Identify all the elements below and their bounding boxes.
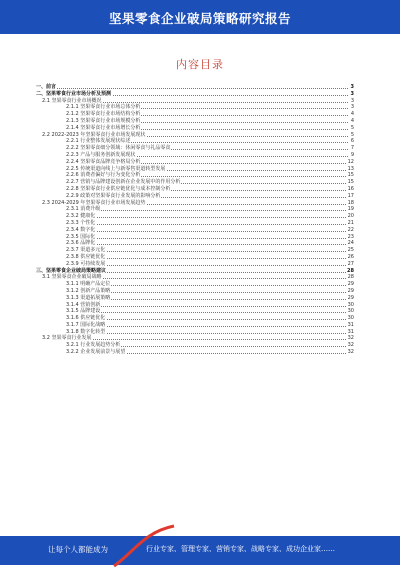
- toc-entry[interactable]: [36, 125, 354, 132]
- toc-entry-text: 2.2.5 传统渠道向线上与新零售渠道转型发展: [66, 165, 166, 172]
- toc-entry-text: 2.2.3 产品与服务创新发展现状: [66, 151, 136, 158]
- toc-entry[interactable]: [36, 111, 354, 118]
- toc-entry-page: 9: [350, 151, 354, 158]
- toc-entry[interactable]: [36, 254, 354, 261]
- toc-entry-page: 29: [347, 294, 354, 301]
- toc-entry-text: 2.1 坚果零食行业市场概况: [42, 97, 102, 104]
- leader-dots: [66, 224, 348, 225]
- toc-entry-text: 2.1.4 坚果零食行业市场增长分析: [66, 124, 141, 131]
- toc-entry[interactable]: [36, 288, 354, 295]
- leader-dots: [66, 265, 348, 266]
- toc-entry-text: 2.3.6 品牌化: [66, 240, 96, 247]
- leader-dots: [66, 326, 348, 327]
- toc-entry-text: 2.3.7 渠道多元化: [66, 247, 106, 254]
- toc-entry-text: 2.3.8 供应链优化: [66, 253, 106, 260]
- leader-dots: [36, 88, 348, 89]
- toc-entry-page: 31: [347, 321, 354, 328]
- toc-entry[interactable]: [36, 295, 354, 302]
- toc-entry-page: 27: [347, 260, 354, 267]
- toc-entry-text: 3.2.2 企业发展前景与展望: [66, 349, 126, 356]
- toc-entry-text: 3.1.7 国际化战略: [66, 321, 106, 328]
- toc-entry-page: 4: [350, 111, 354, 118]
- toc-entry-text: 3.1.3 渠道拓展策略: [66, 294, 111, 301]
- toc-entry[interactable]: [36, 213, 354, 220]
- toc-entry[interactable]: [36, 261, 354, 268]
- leader-dots: [66, 333, 348, 334]
- toc-entry-page: 12: [347, 158, 354, 165]
- toc-entry[interactable]: [36, 91, 354, 98]
- toc-entry-text: 2.2.1 行业整体发展现状综述: [66, 138, 131, 145]
- toc-entry-page: 28: [347, 274, 354, 281]
- leader-dots: [66, 217, 348, 218]
- table-of-contents: [36, 84, 354, 356]
- leader-dots: [66, 312, 348, 313]
- toc-entry-page: 16: [347, 185, 354, 192]
- leader-dots: [66, 238, 348, 239]
- toc-entry[interactable]: [36, 186, 354, 193]
- toc-entry-text: 2.2.8 坚果零食行业供应链优化与成本控制分析: [66, 185, 171, 192]
- header-banner: [0, 0, 400, 34]
- toc-entry-text: 2.3.1 消费升级: [66, 206, 101, 213]
- toc-entry-page: 29: [347, 287, 354, 294]
- toc-entry-page: 19: [347, 206, 354, 213]
- leader-dots: [66, 244, 348, 245]
- toc-entry-page: 24: [347, 240, 354, 247]
- toc-entry-text: 3.1.2 创新产品策略: [66, 287, 111, 294]
- leader-dots: [66, 319, 348, 320]
- toc-entry-page: 30: [347, 315, 354, 322]
- toc-entry-text: 2.2.6 消费者偏好与行为变化分析: [66, 172, 141, 179]
- toc-entry-page: 3: [350, 104, 354, 111]
- toc-entry-text: 3.1.6 供应链优化: [66, 315, 106, 322]
- report-title: 坚果零食企业破局策略研究报告: [108, 11, 291, 26]
- toc-entry[interactable]: [36, 227, 354, 234]
- toc-entry-page: 32: [347, 335, 354, 342]
- toc-entry-text: 3.1.8 数字化转型: [66, 328, 106, 335]
- toc-heading: 内容目录: [176, 58, 224, 71]
- toc-entry-text: 一、前言: [36, 84, 57, 90]
- toc-entry-text: 2.1.3 坚果零食行业市场规模分析: [66, 117, 141, 124]
- toc-entry-text: 3.2 坚果零食行业发展: [42, 335, 92, 342]
- toc-entry-text: 3.2.1 行业发展趋势分析: [66, 342, 121, 349]
- toc-entry-text: 3.1.4 营销创新: [66, 301, 101, 308]
- toc-entry-page: 6: [350, 138, 354, 145]
- toc-entry-text: 2.1.2 坚果零食行业市场结构分析: [66, 111, 141, 118]
- toc-entry-text: 三、坚果零食企业破局策略建议: [36, 267, 107, 274]
- toc-entry-page: 30: [347, 308, 354, 315]
- toc-entry-text: 二、坚果零食行业市场分析及预测: [36, 90, 112, 97]
- toc-entry[interactable]: [36, 349, 354, 356]
- toc-entry-page: 3: [350, 97, 354, 104]
- toc-entry-page: 22: [347, 226, 354, 233]
- toc-entry[interactable]: [36, 118, 354, 125]
- toc-entry-page: 26: [347, 253, 354, 260]
- toc-entry-text: 2.3.4 数字化: [66, 226, 96, 233]
- toc-entry-text: 2.3.5 国际化: [66, 233, 96, 240]
- leader-dots: [66, 306, 348, 307]
- toc-entry[interactable]: [36, 152, 354, 159]
- toc-entry-text: 2.3.2 健康化: [66, 213, 96, 220]
- toc-entry-text: 3.1.1 明确产品定位: [66, 281, 111, 288]
- toc-entry-text: 3.1 坚果零食企业破局战略: [42, 274, 102, 281]
- toc-entry[interactable]: [36, 159, 354, 166]
- toc-entry[interactable]: [36, 247, 354, 254]
- toc-entry-page: 15: [347, 172, 354, 179]
- toc-entry-page: 20: [347, 213, 354, 220]
- toc-entry[interactable]: [36, 281, 354, 288]
- leader-dots: [66, 258, 348, 259]
- toc-entry-page: 17: [347, 192, 354, 199]
- toc-entry-text: 2.1.1 坚果零食行业市场总体分析: [66, 104, 141, 111]
- toc-entry[interactable]: [36, 193, 354, 200]
- footer-roles: 行业专家、管理专家、营销专家、战略专家、成功企业家……: [146, 545, 335, 553]
- toc-entry-text: 2.2.9 政策对坚果零食行业发展的影响分析: [66, 192, 161, 199]
- leader-dots: [66, 210, 348, 211]
- toc-entry-page: 3: [350, 90, 354, 97]
- toc-entry[interactable]: [36, 145, 354, 152]
- toc-entry-page: 31: [347, 328, 354, 335]
- toc-entry-page: 32: [347, 342, 354, 349]
- toc-entry-page: 28: [347, 267, 354, 274]
- toc-entry-text: 2.2.4 坚果零食品牌竞争格局分析: [66, 158, 141, 165]
- footer-slogan: 让每个人都能成为: [48, 545, 108, 554]
- toc-entry[interactable]: [36, 322, 354, 329]
- toc-entry-text: 2.3 2024-2029 年坚果零食行业市场发展趋势: [42, 199, 146, 206]
- toc-entry-page: 29: [347, 281, 354, 288]
- leader-dots: [66, 231, 348, 232]
- leader-dots: [66, 251, 348, 252]
- toc-entry-page: 5: [350, 131, 354, 138]
- toc-entry-text: 2.2 2022-2023 年坚果零食行业市场发展现状: [42, 131, 146, 138]
- toc-entry-text: 2.3.3 个性化: [66, 219, 96, 226]
- toc-entry-page: 5: [350, 124, 354, 131]
- toc-entry-page: 23: [347, 233, 354, 240]
- toc-entry[interactable]: [36, 179, 354, 186]
- footer-banner: [0, 536, 400, 565]
- toc-entry[interactable]: [36, 220, 354, 227]
- toc-entry-page: 4: [350, 117, 354, 124]
- toc-entry[interactable]: [36, 84, 354, 91]
- toc-entry-page: 13: [347, 165, 354, 172]
- toc-entry-page: 3: [350, 84, 354, 90]
- toc-entry-page: 15: [347, 179, 354, 186]
- toc-entry-text: 2.2.2 坚果零食细分领域：休闲零食与礼品零食: [66, 145, 171, 152]
- toc-entry-page: 25: [347, 247, 354, 254]
- toc-entry-page: 7: [350, 145, 354, 152]
- toc-entry-page: 21: [347, 219, 354, 226]
- toc-entry-page: 30: [347, 301, 354, 308]
- toc-entry[interactable]: [36, 315, 354, 322]
- toc-entry-page: 18: [347, 199, 354, 206]
- toc-entry-page: 32: [347, 349, 354, 356]
- toc-entry-text: 3.1.5 品牌建设: [66, 308, 101, 315]
- toc-entry-text: 2.3.9 可持续发展: [66, 260, 106, 267]
- toc-entry-text: 2.2.7 营销与品牌建设创新在企业发展中的作用分析: [66, 179, 181, 186]
